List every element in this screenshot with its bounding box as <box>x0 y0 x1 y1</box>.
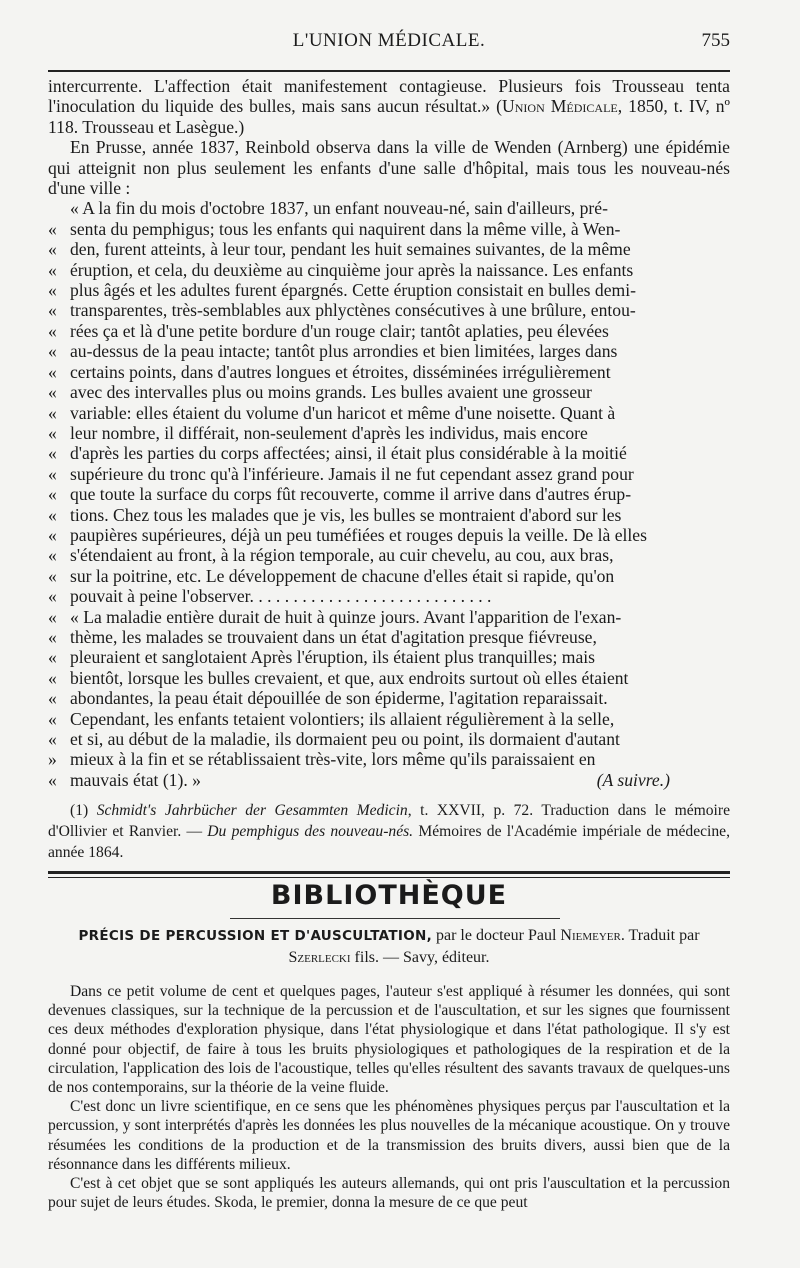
quote-line: « certains points, dans d'autres longues et étroites, disséminées irrégulièrement <box>48 361 611 382</box>
section-rule-thin <box>48 877 730 878</box>
article-body <box>48 76 730 790</box>
running-title: L'UNION MÉDICALE. <box>292 30 486 51</box>
review-book-title: PRÉCIS DE PERCUSSION ET D'AUSCULTATION, <box>78 928 432 944</box>
review-translator: Szerlecki <box>288 949 351 966</box>
section-rule-thick <box>48 871 730 874</box>
review-author: Niemeyer <box>560 927 621 944</box>
review-body <box>48 982 730 1212</box>
quote-line: « A la fin du mois d'octobre 1837, un enfant nouveau-né, sain d'ailleurs, pré- <box>70 198 608 219</box>
quote-line: « « La maladie entière durait de huit à quinze jours. Avant l'apparition de l'exan- <box>48 606 622 627</box>
quote-line: « abondantes, la peau était dépouillée de son épiderme, l'agitation reparaissait. <box>48 688 608 709</box>
quote-line: « variable: elles étaient du volume d'un haricot et même d'une noisette. Quant à <box>48 402 616 423</box>
quote-line: « sur la poitrine, etc. Le développement de chacune d'elles était si rapide, qu'on <box>48 565 615 586</box>
quote-line: « rées ça et là d'une petite bordure d'un rouge clair; tantôt aplaties, peu élevées <box>48 320 609 341</box>
quote-line: « pleuraient et sanglotaient Après l'éruption, ils étaient plus tranquilles; mais <box>48 647 595 668</box>
quote-line: « senta du pemphigus; tous les enfants qui naquirent dans la même ville, à Wen- <box>48 218 621 239</box>
to-be-continued: (A suivre.) <box>596 769 670 790</box>
quote-line: « pouvait à peine l'observer. . . . . . . . . . . . . . . . . . . . . . . . . . . . <box>48 586 492 607</box>
quote-line: « mauvais état (1). » (A suivre.) <box>48 769 670 790</box>
quote-line: « Cependant, les enfants tetaient volontiers; ils allaient régulièrement à la selle, <box>48 708 615 729</box>
quote-line: « paupières supérieures, déjà un peu tuméfiées et rouges depuis la veille. De là elles <box>48 524 647 545</box>
quote-line: « s'étendaient au front, à la région temporale, au cuir chevelu, au cou, aux bras, <box>48 545 614 566</box>
quote-line: « leur nombre, il différait, non-seulement d'après les individus, mais encore <box>48 422 588 443</box>
quote-line: « thème, les malades se trouvaient dans un état d'agitation presque fiévreuse, <box>48 626 597 647</box>
review-paragraph-1: Dans ce petit volume de cent et quelques pages, l'auteur s'est appliqué à résumer les données, qui sont devenues classiques, sur la technique de la percussion et de l'auscultation, et sur les signes que fournissent ces deux méthodes d'exploration physique, dans l'état physiologique et dans l'état pathologique. Il s'y est donné pour objectif, de faire à tous les bruits physiologiques et pathologiques de la respiration et de la circulation, l'application des lois de l'acoustique, telles qu'elles résultent des savants travaux de quelques-uns de nos contemporains, sur la théorie de la veine fluide. <box>48 983 730 1097</box>
quote-line: « supérieure du tronc qu'à l'inférieure. Jamais il ne fut cependant assez grand pour <box>48 463 634 484</box>
section-title: BIBLIOTHÈQUE <box>270 880 508 911</box>
quote-line: « avec des intervalles plus ou moins grands. Les bulles avaient une grosseur <box>48 382 592 403</box>
quote-line: « d'après les parties du corps affectées; ainsi, il était plus considérable à la moitié <box>48 443 627 464</box>
page-header <box>48 26 730 66</box>
footnote: (1) Schmidt's Jahrbücher der Gesammten Medicin, t. XXVII, p. 72. Traduction dans le mémoire d'Ollivier et Ranvier. — Du pemphigus des nouveau-nés. Mémoires de l'Académie impériale de médecine, année 1864. <box>48 802 730 861</box>
review-paragraph-2: C'est donc un livre scientifique, en ce sens que les phénomènes physiques perçus par l'auscultation et la percussion, y sont interprétés d'après les données les plus nouvelles de la mécanique acoustique. On y trouve résumées les conditions de la production et de la transmission des bruits divers, aussi bien que de la résonnance dans les différents milieux. <box>48 1098 730 1173</box>
header-rule <box>48 70 730 72</box>
paragraph-2: En Prusse, année 1837, Reinbold observa dans la ville de Wenden (Arnberg) une épidémie qui atteignit non plus seulement les enfants d'une salle d'hôpital, mais tous les nouveau-nés d'une ville : <box>48 137 730 199</box>
quote-line: « tions. Chez tous les malades que je vis, les bulles se montraient d'abord sur les <box>48 504 622 525</box>
quote-line: « transparentes, très-semblables aux phlyctènes consécutives à une brûlure, entou- <box>48 300 636 321</box>
quote-line: « et si, au début de la maladie, ils dormaient peu ou point, ils dormaient d'autant <box>48 729 620 749</box>
quote-line: » mieux à la fin et se rétablissaient très-vite, lors même qu'ils paraissaient en <box>48 749 596 770</box>
quote-line: « au-dessus de la peau intacte; tantôt plus arrondies et bien limitées, larges dans <box>48 341 618 362</box>
quote-line: « que toute la surface du corps fût recouverte, comme il arrive dans d'autres érup- <box>48 484 632 505</box>
page-number: 755 <box>701 30 730 51</box>
review-paragraph-3: C'est à cet objet que se sont appliqués les auteurs allemands, qui ont pris l'auscultation et la percussion pour sujet de leurs études. Skoda, le premier, donna la mesure de ce que peut <box>48 1175 730 1212</box>
quote-line: « plus âgés et les adultes furent épargnés. Cette éruption consistait en bulles demi- <box>48 280 636 301</box>
quotation-block <box>48 198 730 790</box>
review-heading: PRÉCIS DE PERCUSSION ET D'AUSCULTATION, par le docteur Paul Niemeyer. Traduit par Szerlecki fils. — Savy, éditeur. <box>78 927 700 966</box>
journal-name: Union Médicale <box>502 96 618 117</box>
quote-line: « éruption, et cela, du deuxième au cinquième jour après la naissance. Les enfants <box>48 259 634 280</box>
quote-line: « bientôt, lorsque les bulles crevaient, et que, aux endroits surtout où elles étaient <box>48 667 629 688</box>
quote-line: « den, furent atteints, à leur tour, pendant les huit semaines suivantes, de la même <box>48 239 631 260</box>
section-title-rule <box>230 918 560 919</box>
paragraph-1: intercurrente. L'affection était manifestement contagieuse. Plusieurs fois Trousseau tenta l'inoculation du liquide des bulles, mais sans aucun résultat.» (Union Médicale, 1850, t. IV, nº 118. Trousseau et Lasègue.) <box>48 76 731 137</box>
